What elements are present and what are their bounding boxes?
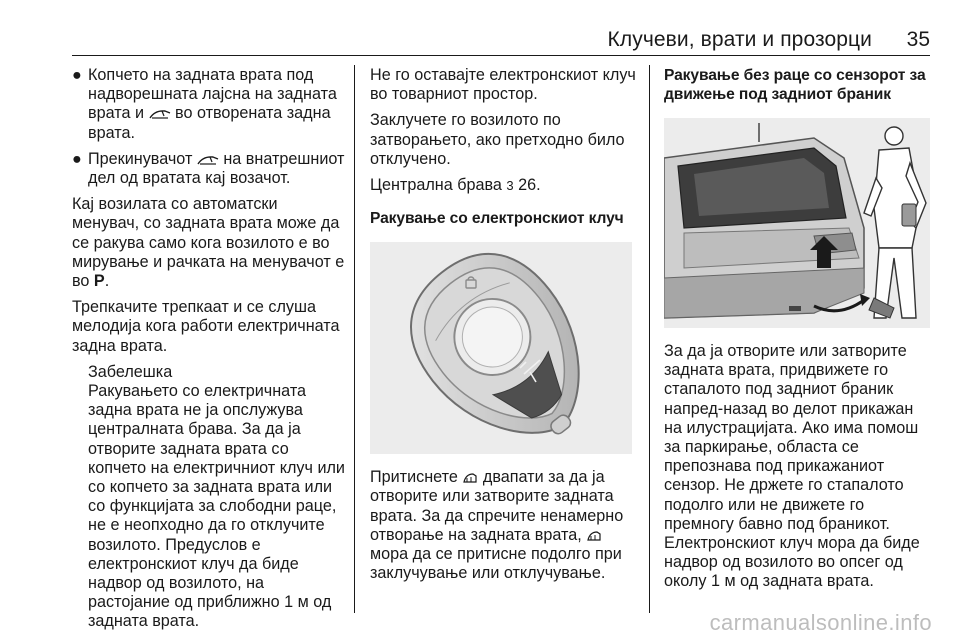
note-block bbox=[72, 363, 346, 632]
column-2 bbox=[370, 66, 636, 590]
page-number: 35 bbox=[906, 28, 930, 51]
header-rule bbox=[72, 55, 930, 56]
paragraph: Заклучете го возилото по затворањето, ако претходно било отклучено. bbox=[370, 111, 625, 168]
tailgate-icon bbox=[197, 154, 219, 166]
bullet-item: ● Прекинувачот на внатрешниот дел од вратата кај возачот. bbox=[72, 149, 345, 188]
bullet-dot: ● bbox=[72, 66, 82, 84]
note-text: Ракувањето со електричната задна врата не ја опслужува централната брава. За да ја отворите задната врата со копчето на електричниот клуч или со копчето за задната врата или со функцијата за слободни раце, не е неопходно да го отклучите возилото. Предуслов е електронскиот клуч да биде надвор од возилото, на растојание од приближно 1 м од задната врата. bbox=[88, 382, 345, 631]
car-rear-icon bbox=[664, 118, 930, 328]
paragraph: За да ја отворите или затворите задната врата, придвижете го стапалото под задниот браник напред-назад во делот прикажан на илустрацијата. Ако има помош за паркирање, областа се препознава под прикажаниот сензор. Не држете го стапалото подолго или не движете го премногу бавно под браникот. Електронскиот клуч мора да биде надвор од возилото во опсег од околу 1 м од задната врата. bbox=[664, 342, 920, 591]
chapter-title: Клучеви, врати и прозорци bbox=[607, 28, 872, 51]
page-header bbox=[0, 28, 960, 54]
column-divider-1 bbox=[354, 65, 355, 613]
bullet-dot: ● bbox=[72, 149, 82, 168]
section-heading: Ракување без раце со сензорот за движење под задниот браник bbox=[664, 67, 926, 103]
note-title: Забелешка bbox=[88, 362, 173, 381]
section-heading: Ракување со електронскиот клуч bbox=[370, 210, 624, 228]
cross-reference: Централна брава 3 26. bbox=[370, 176, 541, 195]
car-rear-illustration bbox=[664, 118, 930, 328]
key-fob-illustration bbox=[370, 242, 632, 454]
tailgate-button-icon bbox=[586, 529, 602, 543]
key-fob-icon bbox=[370, 242, 632, 454]
paragraph: Притиснете двапати за да ја отворите или затворите задната врата. За да спречите ненамерно отворање на задната врата, мора да се притисне подолго при заклучување или отклучување. bbox=[370, 468, 624, 583]
paragraph: Кај возилата со автоматски менувач, со задната врата може да се ракува само кога возилото е во мирување и рачката на менувачот е во P. bbox=[72, 195, 345, 291]
tailgate-icon bbox=[149, 108, 171, 120]
ref-arrow-icon: 3 bbox=[506, 178, 514, 194]
tailgate-button-icon bbox=[462, 471, 478, 485]
watermark: carmanualsonline.info bbox=[709, 610, 932, 635]
gear-position-label: P bbox=[93, 272, 105, 291]
column-1 bbox=[72, 66, 346, 632]
paragraph: Не го оставајте електронскиот клуч во товарниот простор. bbox=[370, 66, 636, 104]
column-divider-2 bbox=[649, 65, 650, 613]
bullet-item: ● Копчето на задната врата под надворешната лајсна на задната врата и во отворената задна врата. bbox=[72, 66, 337, 142]
column-3 bbox=[664, 66, 932, 599]
paragraph: Трепкачите трепкаат и се слуша мелодија кога работи електричната задна врата. bbox=[72, 298, 340, 355]
